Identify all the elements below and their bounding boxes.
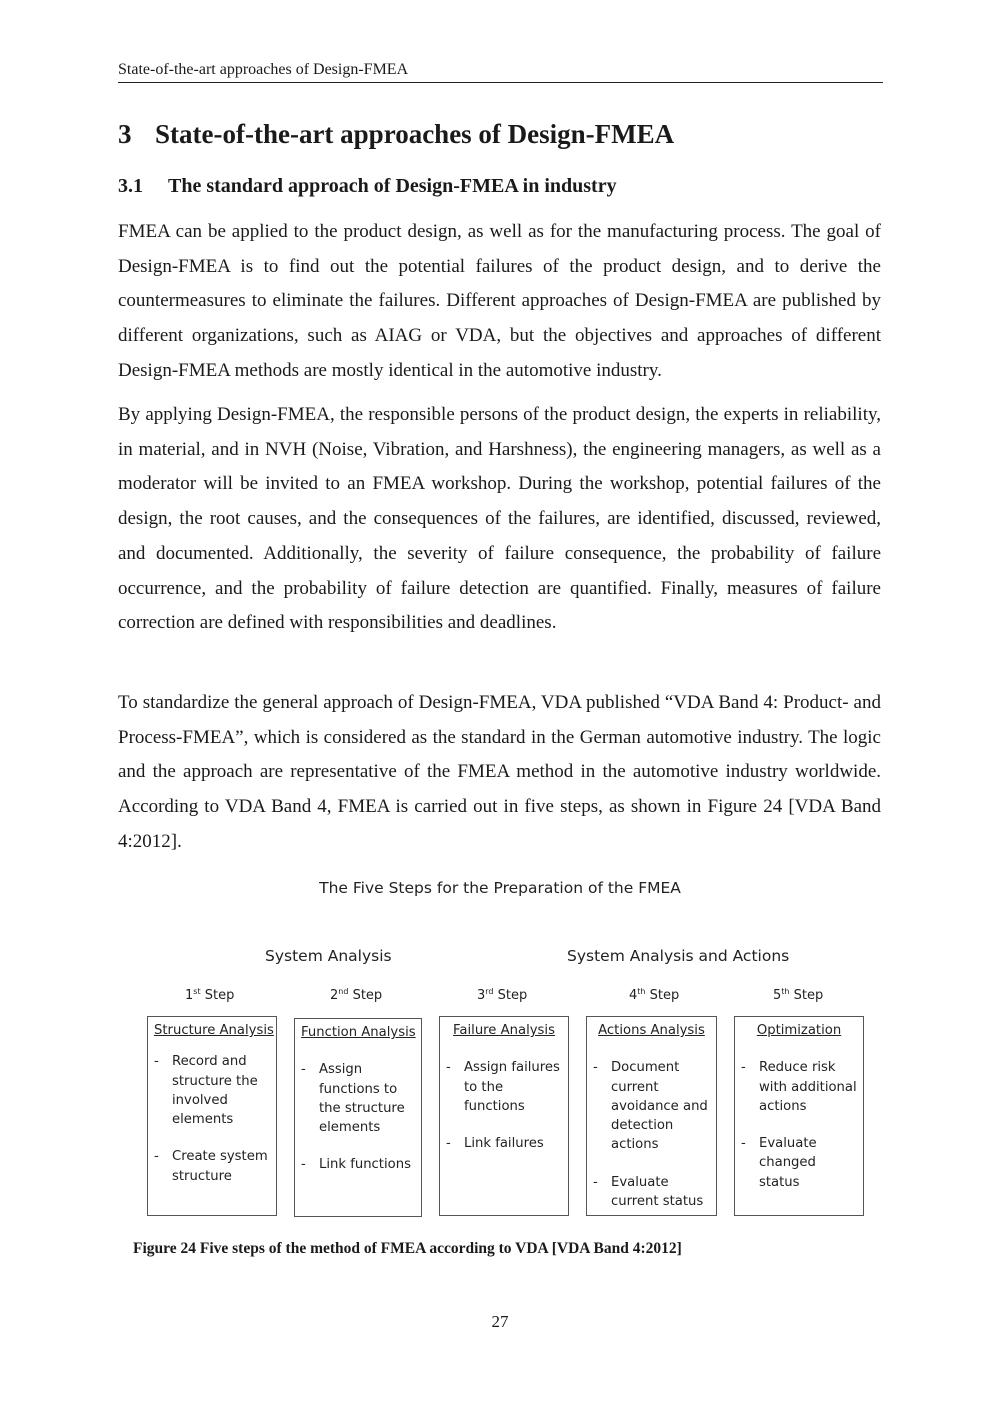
bullet-item: - Create system structure	[154, 1149, 268, 1184]
section-number: 3.1	[118, 175, 143, 197]
step-box-title: Function Analysis	[301, 1025, 416, 1040]
bullet-item: - Link functions	[301, 1157, 411, 1173]
step-label-4: 4th Step	[629, 987, 680, 1003]
paragraph-3: To standardize the general approach of Design-FMEA, VDA published “VDA Band 4: Product- and Process-FMEA”, which is considered as the standard in the German automotive industry. The logic and the approach are representative of the FMEA method in the automotive industry worldwide. According to VDA Band 4, FMEA is carried out in five steps, as shown in Figure 24 [VDA Band 4:2012].	[118, 692, 881, 852]
step-box-structure-analysis	[147, 1016, 277, 1216]
bullet-item: - Record and structure the involved elements	[154, 1054, 258, 1128]
step-box-actions-analysis	[586, 1016, 717, 1216]
group-label-system-analysis: System Analysis	[265, 947, 392, 965]
chapter-number: 3	[118, 119, 132, 149]
section-title	[118, 173, 617, 199]
figure-title: The Five Steps for the Preparation of the FMEA	[319, 879, 681, 897]
bullet-item: - Reduce risk with additional actions	[741, 1060, 857, 1114]
step-box-title: Optimization	[756, 1023, 842, 1038]
bullet-item: - Document current avoidance and detection actions	[593, 1060, 708, 1153]
page-number: 27	[491, 1312, 509, 1331]
bullet-item: - Evaluate changed status	[741, 1136, 817, 1190]
chapter-title	[118, 117, 674, 151]
section-title-text: The standard approach of Design-FMEA in industry	[168, 175, 617, 197]
running-header: State-of-the-art approaches of Design-FMEA	[118, 60, 883, 83]
step-box-function-analysis	[294, 1018, 422, 1217]
bullet-item: - Link failures	[446, 1136, 544, 1152]
bullet-item: - Assign functions to the structure elements	[301, 1062, 405, 1136]
bullet-item: - Evaluate current status	[593, 1174, 704, 1210]
step-label-2: 2nd Step	[330, 987, 383, 1003]
step-box-title: Structure Analysis	[154, 1023, 274, 1038]
figure-caption: Figure 24 Five steps of the method of FMEA according to VDA [VDA Band 4:2012]	[133, 1240, 682, 1257]
step-box-failure-analysis	[439, 1016, 569, 1216]
bullet-item: - Assign failures to the functions	[446, 1060, 560, 1114]
step-box-title: Actions Analysis	[598, 1023, 705, 1038]
step-box-optimization	[734, 1016, 864, 1216]
step-label-5: 5th Step	[773, 987, 824, 1003]
step-box-title: Failure Analysis	[453, 1023, 555, 1038]
step-label-3: 3rd Step	[477, 987, 528, 1003]
chapter-title-text: State-of-the-art approaches of Design-FMEA	[155, 119, 675, 149]
group-label-system-analysis-and-actions: System Analysis and Actions	[567, 947, 790, 965]
paragraph-2: By applying Design-FMEA, the responsible persons of the product design, the experts in reliability, in material, and in NVH (Noise, Vibration, and Harshness), the engineering managers, as well as a moderator will be invited to an FMEA workshop. During the workshop, potential failures of the design, the root causes, and the consequences of the failures, are identified, discussed, reviewed, and documented. Additionally, the severity of failure consequence, the probability of failure occurrence, and the probability of failure detection are quantified. Finally, measures of failure correction are defined with responsibilities and deadlines.	[118, 404, 881, 634]
paragraph-1: FMEA can be applied to the product design, as well as for the manufacturing process. The goal of Design-FMEA is to find out the potential failures of the product design, and to derive the countermeasures to eliminate the failures. Different approaches of Design-FMEA are published by different organizations, such as AIAG or VDA, but the objectives and approaches of different Design-FMEA methods are mostly identical in the automotive industry.	[118, 221, 881, 381]
step-label-1: 1st Step	[185, 987, 235, 1003]
